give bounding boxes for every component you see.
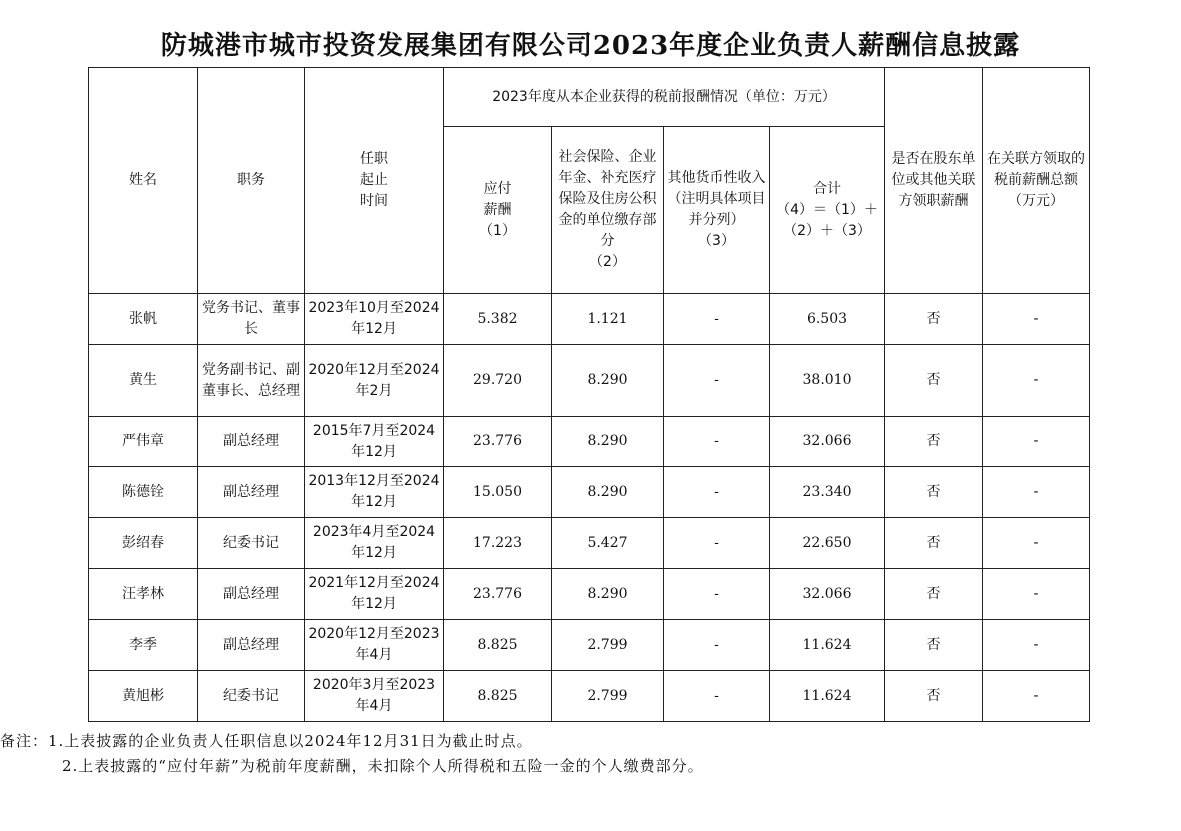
cell-name: 李季 xyxy=(89,620,198,671)
note-line-2: 2.上表披露的“应付年薪”为税前年度薪酬，未扣除个人所得税和五险一金的个人缴费部分。 xyxy=(62,757,704,775)
header-group: 2023年度从本企业获得的税前报酬情况（单位：万元） xyxy=(444,68,885,127)
salary-table xyxy=(88,67,1090,722)
notes xyxy=(0,729,704,779)
cell-position: 党务副书记、副董事长、总经理 xyxy=(198,345,305,417)
cell-position: 纪委书记 xyxy=(198,671,305,722)
cell-pay: 23.776 xyxy=(444,569,552,620)
cell-term: 2020年12月至2023年4月 xyxy=(305,620,444,671)
cell-related: - xyxy=(983,569,1090,620)
table-row xyxy=(89,345,1090,417)
header-col3: 其他货币性收入 （注明具体项目并分列） （3） xyxy=(664,127,770,294)
header-name: 姓名 xyxy=(89,68,198,294)
cell-term: 2013年12月至2024年12月 xyxy=(305,467,444,518)
cell-related: - xyxy=(983,620,1090,671)
cell-related: - xyxy=(983,518,1090,569)
cell-insurance: 2.799 xyxy=(552,620,664,671)
cell-term: 2021年12月至2024年12月 xyxy=(305,569,444,620)
table-row xyxy=(89,620,1090,671)
table-row xyxy=(89,569,1090,620)
cell-total: 11.624 xyxy=(770,671,885,722)
cell-insurance: 5.427 xyxy=(552,518,664,569)
cell-position: 纪委书记 xyxy=(198,518,305,569)
header-position: 职务 xyxy=(198,68,305,294)
header-shareholder: 是否在股东单位或其他关联方领职薪酬 xyxy=(885,68,983,294)
cell-position: 副总经理 xyxy=(198,467,305,518)
header-col2: 社会保险、企业年金、补充医疗保险及住房公积金的单位缴存部分 （2） xyxy=(552,127,664,294)
cell-insurance: 8.290 xyxy=(552,417,664,467)
cell-insurance: 1.121 xyxy=(552,294,664,345)
cell-insurance: 8.290 xyxy=(552,467,664,518)
cell-related: - xyxy=(983,345,1090,417)
cell-name: 黄生 xyxy=(89,345,198,417)
cell-total: 11.624 xyxy=(770,620,885,671)
cell-other: - xyxy=(664,467,770,518)
header-col1: 应付 薪酬 （1） xyxy=(444,127,552,294)
cell-name: 张帆 xyxy=(89,294,198,345)
table-row xyxy=(89,417,1090,467)
cell-total: 38.010 xyxy=(770,345,885,417)
cell-shareholder: 否 xyxy=(885,345,983,417)
cell-pay: 23.776 xyxy=(444,417,552,467)
cell-related: - xyxy=(983,671,1090,722)
cell-total: 6.503 xyxy=(770,294,885,345)
table-row xyxy=(89,294,1090,345)
cell-related: - xyxy=(983,467,1090,518)
table-row xyxy=(89,671,1090,722)
cell-related: - xyxy=(983,417,1090,467)
cell-name: 彭绍春 xyxy=(89,518,198,569)
cell-name: 陈德铨 xyxy=(89,467,198,518)
cell-shareholder: 否 xyxy=(885,294,983,345)
cell-other: - xyxy=(664,671,770,722)
header-term: 任职 起止 时间 xyxy=(305,68,444,294)
cell-pay: 5.382 xyxy=(444,294,552,345)
cell-term: 2015年7月至2024年12月 xyxy=(305,417,444,467)
cell-name: 黄旭彬 xyxy=(89,671,198,722)
cell-pay: 15.050 xyxy=(444,467,552,518)
cell-term: 2020年3月至2023年4月 xyxy=(305,671,444,722)
note-line-1: 备注：1.上表披露的企业负责人任职信息以2024年12月31日为截止时点。 xyxy=(0,732,533,750)
page-title: 防城港市城市投资发展集团有限公司2023年度企业负责人薪酬信息披露 xyxy=(160,31,1021,61)
table-row xyxy=(89,518,1090,569)
cell-insurance: 2.799 xyxy=(552,671,664,722)
cell-other: - xyxy=(664,417,770,467)
cell-total: 22.650 xyxy=(770,518,885,569)
cell-other: - xyxy=(664,620,770,671)
cell-total: 32.066 xyxy=(770,417,885,467)
cell-shareholder: 否 xyxy=(885,671,983,722)
cell-shareholder: 否 xyxy=(885,467,983,518)
cell-term: 2023年10月至2024年12月 xyxy=(305,294,444,345)
cell-term: 2023年4月至2024年12月 xyxy=(305,518,444,569)
table-row xyxy=(89,467,1090,518)
cell-related: - xyxy=(983,294,1090,345)
header-row-1 xyxy=(89,68,1090,127)
cell-shareholder: 否 xyxy=(885,569,983,620)
cell-other: - xyxy=(664,569,770,620)
cell-term: 2020年12月至2024年2月 xyxy=(305,345,444,417)
cell-other: - xyxy=(664,518,770,569)
cell-other: - xyxy=(664,345,770,417)
cell-shareholder: 否 xyxy=(885,620,983,671)
cell-insurance: 8.290 xyxy=(552,345,664,417)
cell-shareholder: 否 xyxy=(885,518,983,569)
cell-shareholder: 否 xyxy=(885,417,983,467)
cell-position: 党务书记、董事长 xyxy=(198,294,305,345)
cell-pay: 29.720 xyxy=(444,345,552,417)
cell-other: - xyxy=(664,294,770,345)
cell-position: 副总经理 xyxy=(198,569,305,620)
cell-position: 副总经理 xyxy=(198,417,305,467)
cell-total: 23.340 xyxy=(770,467,885,518)
cell-name: 严伟章 xyxy=(89,417,198,467)
cell-total: 32.066 xyxy=(770,569,885,620)
cell-pay: 8.825 xyxy=(444,620,552,671)
cell-pay: 8.825 xyxy=(444,671,552,722)
cell-name: 汪孝林 xyxy=(89,569,198,620)
cell-insurance: 8.290 xyxy=(552,569,664,620)
cell-pay: 17.223 xyxy=(444,518,552,569)
cell-position: 副总经理 xyxy=(198,620,305,671)
header-col4: 合计 （4）＝（1）＋（2）＋（3） xyxy=(770,127,885,294)
header-related: 在关联方领取的税前薪酬总额 （万元） xyxy=(983,68,1090,294)
